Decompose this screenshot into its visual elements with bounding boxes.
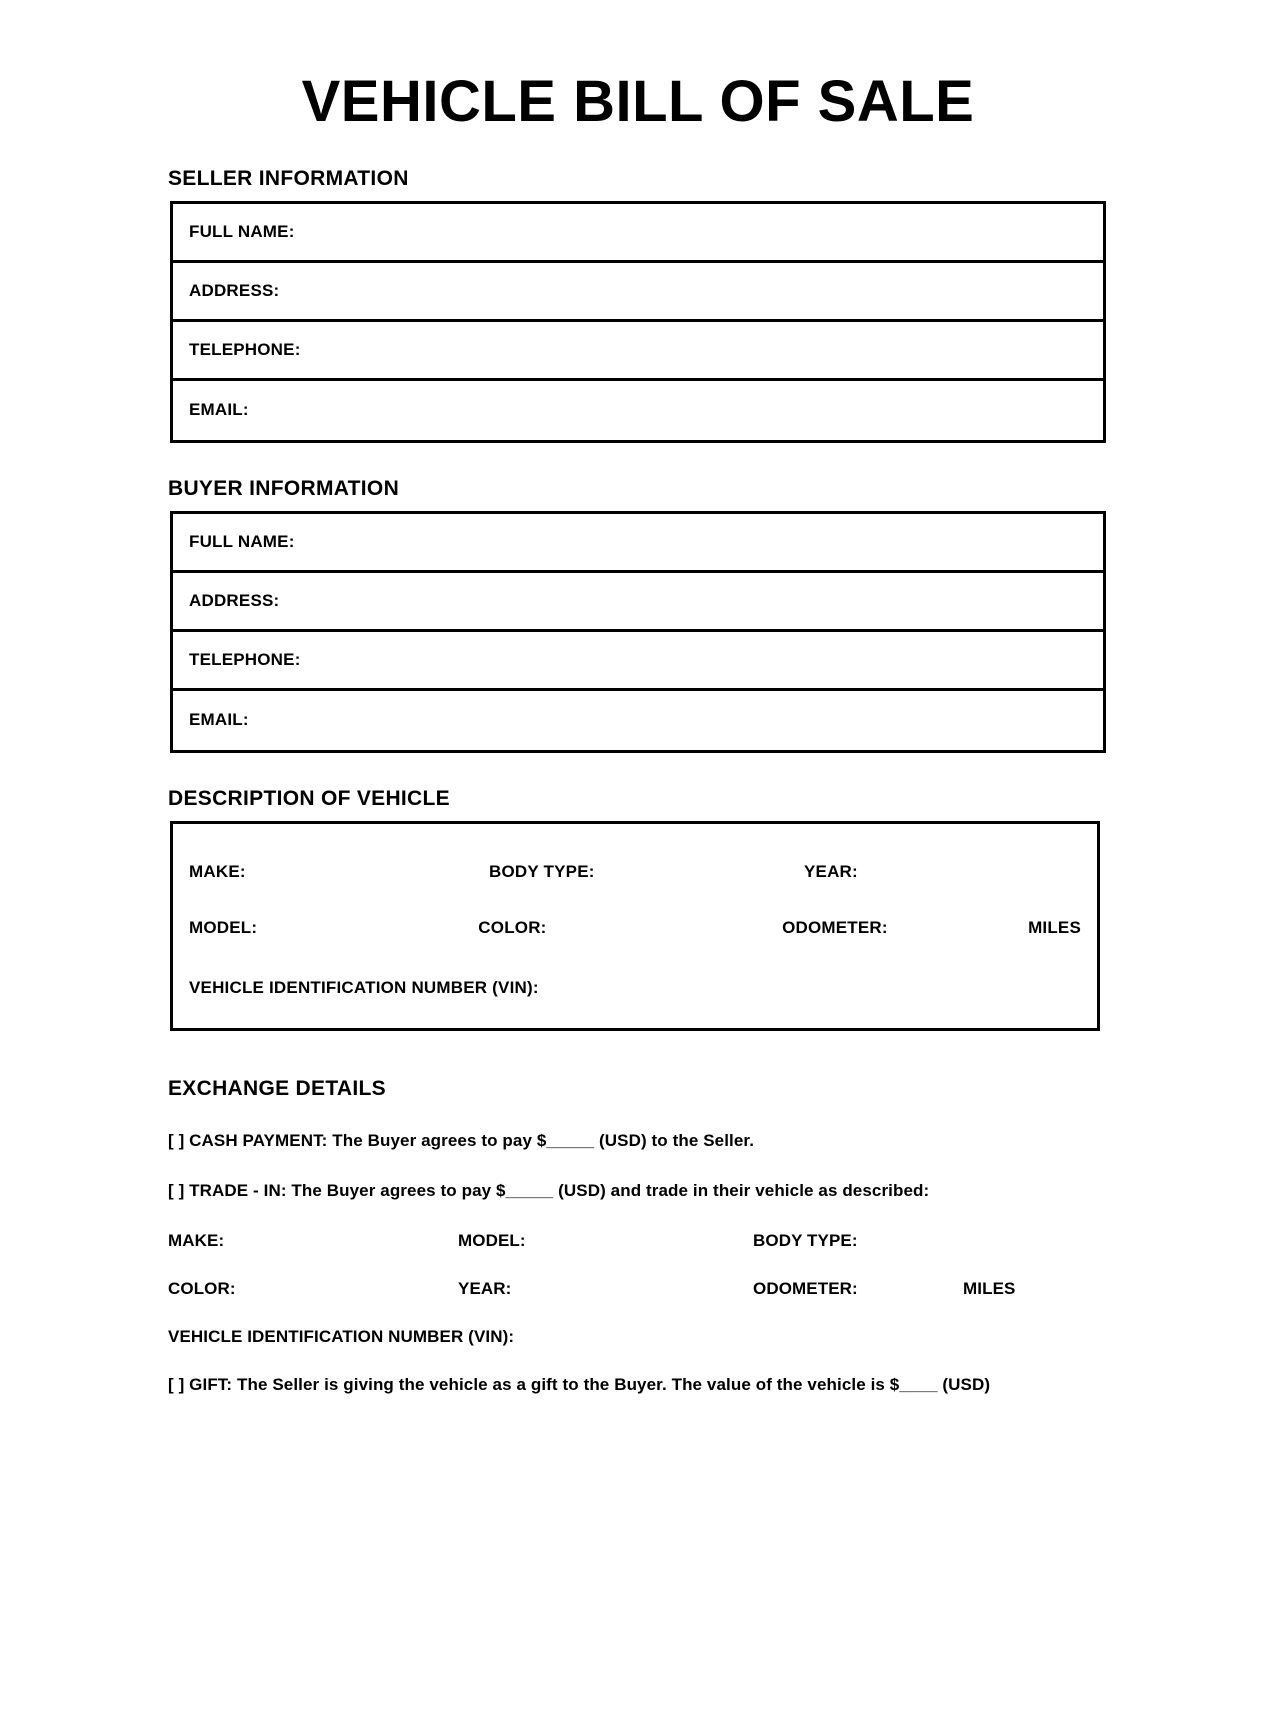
trade-in-row-two	[168, 1279, 1108, 1299]
vehicle-body-type-label[interactable]: BODY TYPE:	[489, 861, 595, 881]
vehicle-year-label[interactable]: YEAR:	[804, 861, 858, 881]
trade-miles-unit: MILES	[963, 1278, 1016, 1298]
trade-body-type-label[interactable]: BODY TYPE:	[753, 1230, 858, 1250]
vehicle-row-two	[189, 918, 1081, 938]
vehicle-odometer-label[interactable]: ODOMETER:	[782, 917, 888, 937]
trade-in-row-one	[168, 1231, 1108, 1251]
buyer-email-row[interactable]	[173, 691, 1103, 750]
trade-odometer-label[interactable]: ODOMETER:	[753, 1278, 858, 1298]
buyer-telephone-label: TELEPHONE:	[189, 649, 301, 669]
buyer-full-name-label: FULL NAME:	[189, 531, 295, 551]
vehicle-make-label[interactable]: MAKE:	[189, 861, 246, 881]
exchange-section-heading: EXCHANGE DETAILS	[168, 1076, 386, 1100]
trade-color-label[interactable]: COLOR:	[168, 1278, 236, 1298]
seller-address-label: ADDRESS:	[189, 280, 280, 300]
vehicle-miles-unit: MILES	[1028, 917, 1082, 937]
vehicle-description-box	[170, 821, 1100, 1031]
seller-full-name-label: FULL NAME:	[189, 221, 295, 241]
buyer-address-row[interactable]	[173, 573, 1103, 632]
trade-model-label[interactable]: MODEL:	[458, 1230, 526, 1250]
trade-in-option[interactable]: [ ] TRADE - IN: The Buyer agrees to pay $_____ (USD) and trade in their vehicle as described:	[168, 1180, 930, 1200]
seller-section-heading: SELLER INFORMATION	[168, 166, 409, 190]
buyer-section-heading: BUYER INFORMATION	[168, 476, 400, 500]
buyer-information-table	[170, 511, 1106, 753]
vehicle-color-label[interactable]: COLOR:	[478, 917, 547, 937]
seller-telephone-row[interactable]	[173, 322, 1103, 381]
seller-address-row[interactable]	[173, 263, 1103, 322]
buyer-address-label: ADDRESS:	[189, 590, 280, 610]
vehicle-section-heading: DESCRIPTION OF VEHICLE	[168, 786, 450, 810]
vehicle-row-one	[189, 862, 1081, 882]
trade-make-label[interactable]: MAKE:	[168, 1230, 225, 1250]
seller-telephone-label: TELEPHONE:	[189, 339, 301, 359]
document-content	[168, 167, 1108, 1395]
trade-year-label[interactable]: YEAR:	[458, 1278, 512, 1298]
gift-option[interactable]: [ ] GIFT: The Seller is giving the vehicle as a gift to the Buyer. The value of the vehicle is $____ (USD)	[168, 1374, 991, 1394]
cash-payment-option[interactable]: [ ] CASH PAYMENT: The Buyer agrees to pay $_____ (USD) to the Seller.	[168, 1130, 755, 1150]
buyer-email-label: EMAIL:	[189, 710, 249, 730]
trade-vin-label[interactable]: VEHICLE IDENTIFICATION NUMBER (VIN):	[168, 1326, 515, 1346]
page-title: VEHICLE BILL OF SALE	[301, 69, 975, 134]
buyer-telephone-row[interactable]	[173, 632, 1103, 691]
buyer-full-name-row[interactable]	[173, 514, 1103, 573]
seller-full-name-row[interactable]	[173, 204, 1103, 263]
vehicle-model-label[interactable]: MODEL:	[189, 917, 258, 937]
document-page	[0, 69, 1276, 1723]
seller-information-table	[170, 201, 1106, 443]
seller-email-row[interactable]	[173, 381, 1103, 440]
vehicle-vin-label[interactable]: VEHICLE IDENTIFICATION NUMBER (VIN):	[189, 977, 539, 997]
seller-email-label: EMAIL:	[189, 400, 249, 420]
